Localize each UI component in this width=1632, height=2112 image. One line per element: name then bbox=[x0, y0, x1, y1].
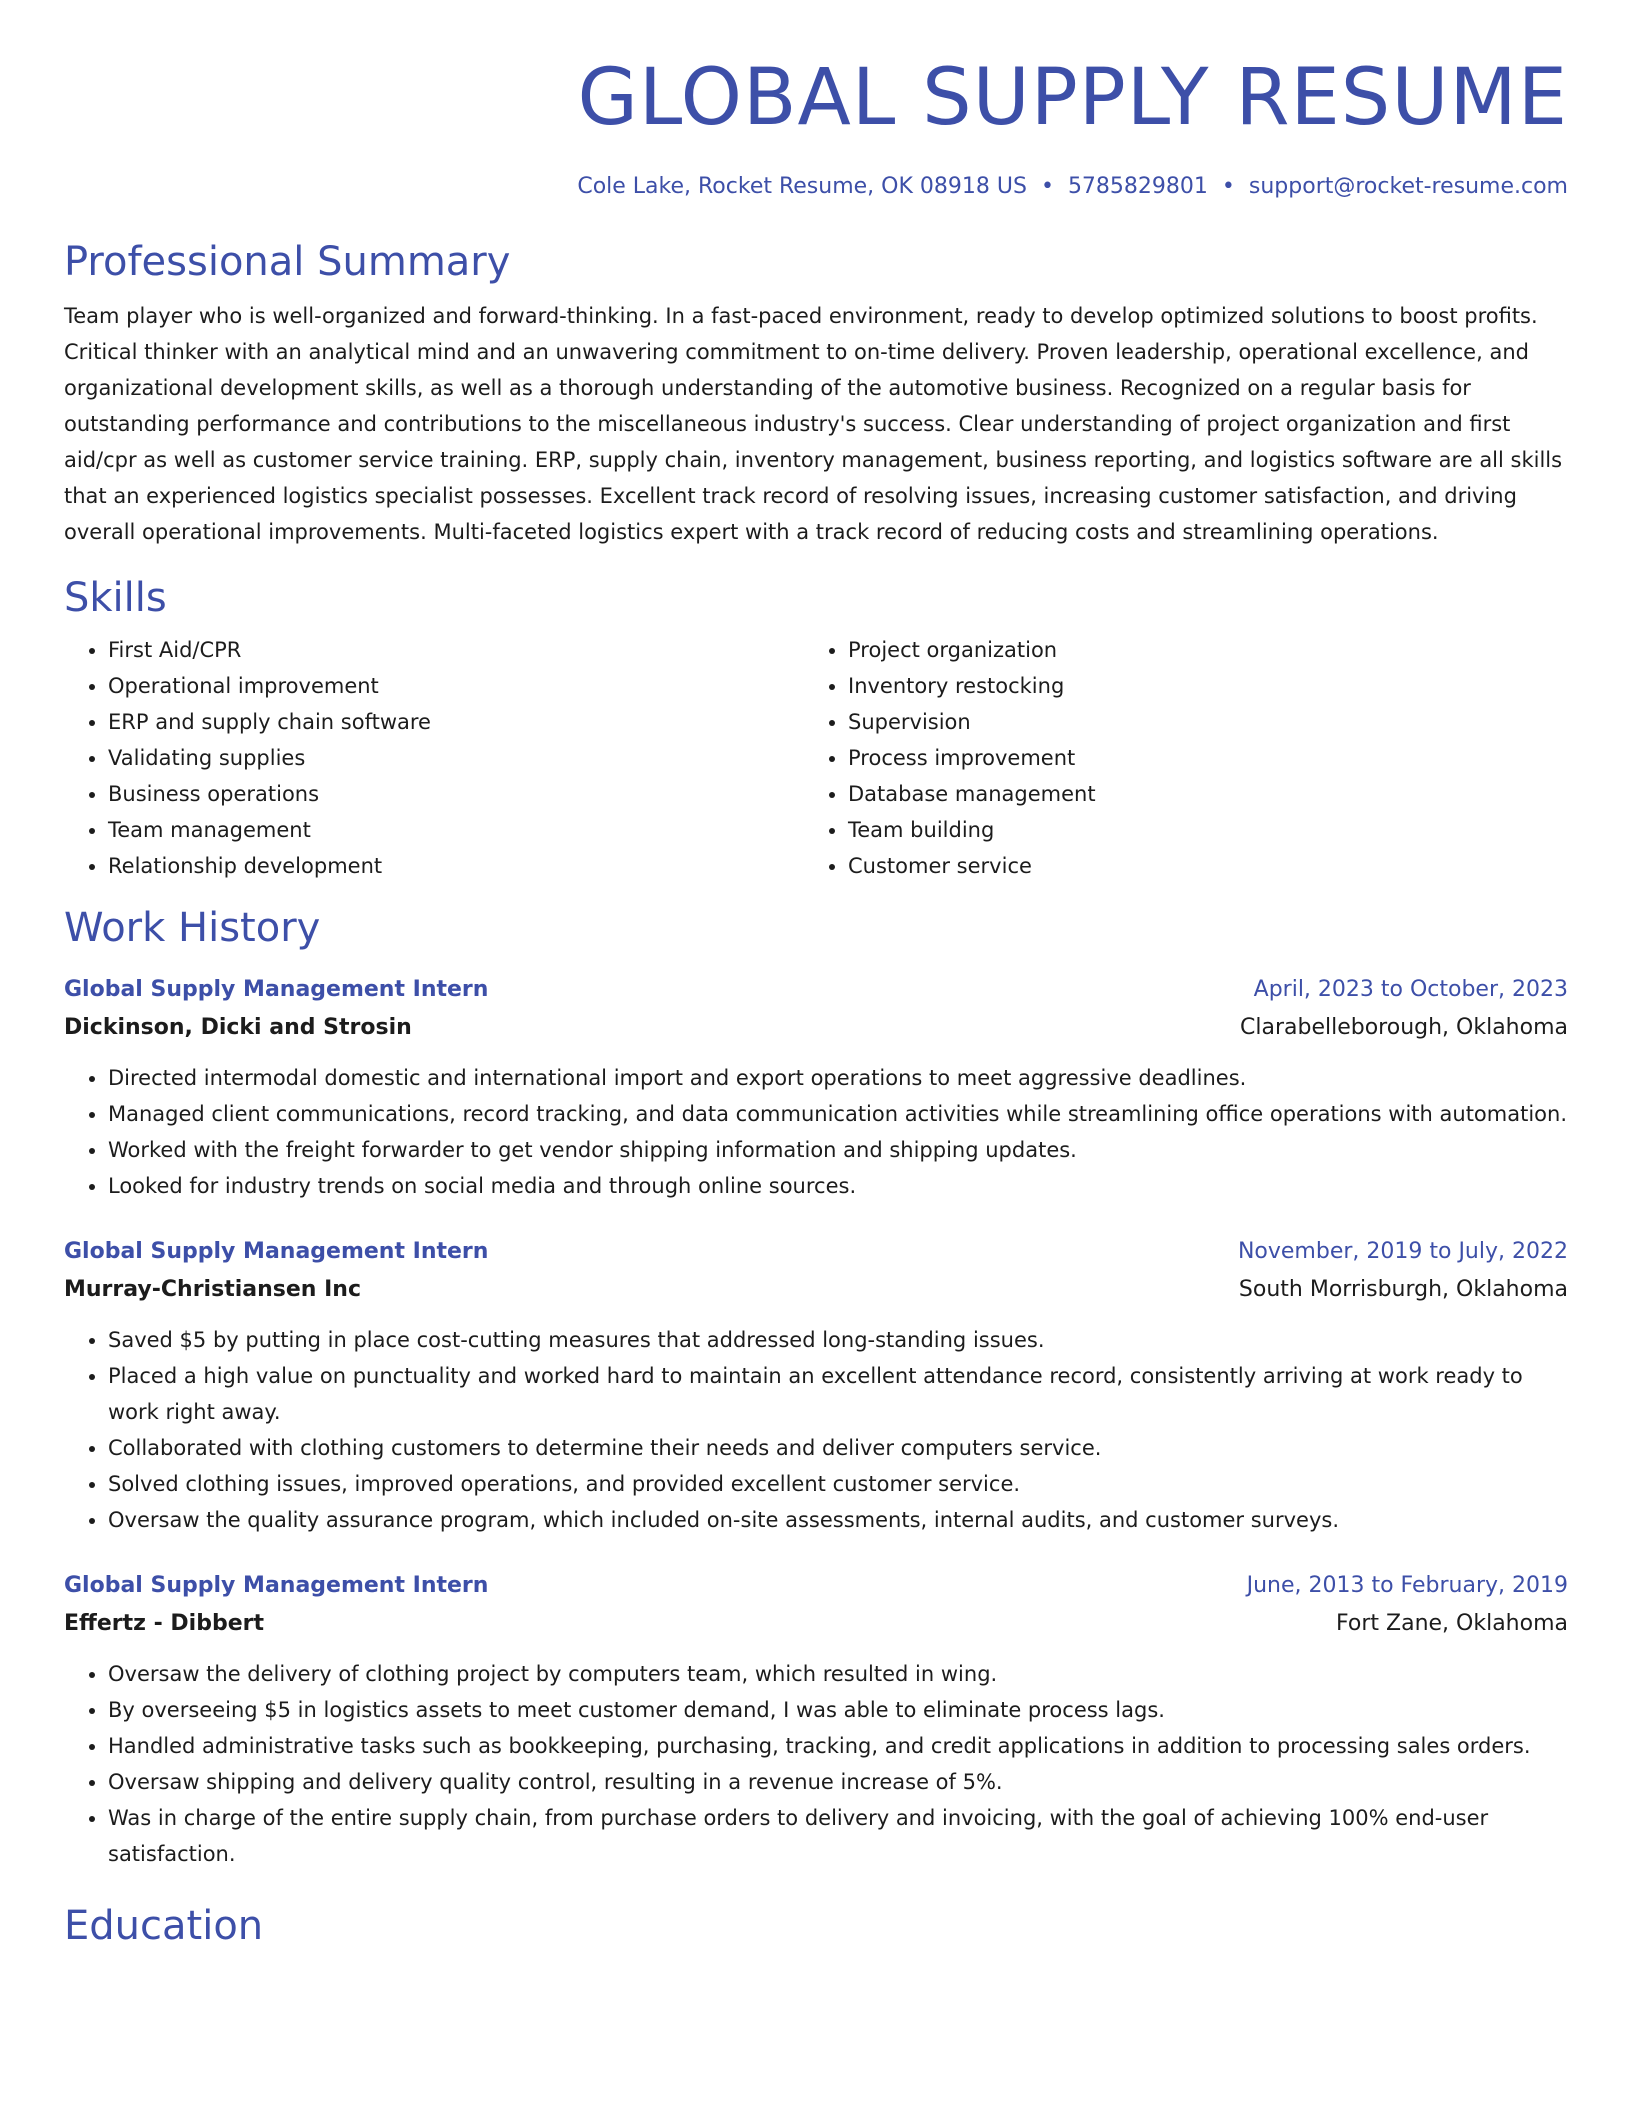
job-duty: • Was in charge of the entire supply chain, from purchase orders to delivery and invoicing, with the goal of achieving 100% end-user satisfaction. bbox=[108, 1800, 1568, 1872]
skill-item: • First Aid/CPR bbox=[108, 632, 804, 668]
job-location: South Morrisburgh, Oklahoma bbox=[1238, 1277, 1568, 1302]
section-heading-skills: Skills bbox=[64, 575, 167, 621]
job-employer-row bbox=[64, 1008, 1568, 1048]
skill-item: • Database management bbox=[848, 776, 1544, 812]
job-duties bbox=[64, 1656, 1568, 1872]
job-dates: April, 2023 to October, 2023 bbox=[1253, 977, 1568, 1002]
skill-item: • Team building bbox=[848, 812, 1544, 848]
job-employer: Dickinson, Dicki and Strosin bbox=[64, 1015, 412, 1040]
contact-line bbox=[64, 172, 1568, 202]
job-duty: • Worked with the freight forwarder to get vendor shipping information and shipping updates. bbox=[108, 1132, 1568, 1168]
skill-item: • Relationship development bbox=[108, 848, 804, 884]
job-entry bbox=[64, 1234, 1568, 1538]
skills-column-right bbox=[804, 632, 1544, 884]
job-duties bbox=[64, 1060, 1568, 1204]
section-heading-work-history: Work History bbox=[64, 905, 321, 951]
job-entry bbox=[64, 1568, 1568, 1872]
contact-separator: • bbox=[1221, 174, 1235, 199]
job-duty: • Managed client communications, record tracking, and data communication activities while streamlining office operations with automation. bbox=[108, 1096, 1568, 1132]
job-duty: • Saved $5 by putting in place cost-cutting measures that addressed long-standing issues. bbox=[108, 1322, 1568, 1358]
skill-item: • Validating supplies bbox=[108, 740, 804, 776]
job-duties bbox=[64, 1322, 1568, 1538]
resume-header bbox=[64, 48, 1568, 202]
contact-phone: 5785829801 bbox=[1067, 174, 1208, 199]
job-dates: June, 2013 to February, 2019 bbox=[1246, 1573, 1568, 1598]
contact-address: Cole Lake, Rocket Resume, OK 08918 US bbox=[577, 174, 1027, 199]
job-title: Global Supply Management Intern bbox=[64, 1573, 489, 1598]
skill-item: • Customer service bbox=[848, 848, 1544, 884]
contact-separator: • bbox=[1040, 174, 1054, 199]
job-duty: • Looked for industry trends on social media and through online sources. bbox=[108, 1168, 1568, 1204]
skill-item: • ERP and supply chain software bbox=[108, 704, 804, 740]
skill-item: • Operational improvement bbox=[108, 668, 804, 704]
skill-item: • Project organization bbox=[848, 632, 1544, 668]
job-duty: • Collaborated with clothing customers to determine their needs and deliver computers service. bbox=[108, 1430, 1568, 1466]
skill-item: • Inventory restocking bbox=[848, 668, 1544, 704]
job-entry bbox=[64, 972, 1568, 1204]
job-duty: • Solved clothing issues, improved operations, and provided excellent customer service. bbox=[108, 1466, 1568, 1502]
job-employer-row bbox=[64, 1270, 1568, 1310]
skill-item: • Process improvement bbox=[848, 740, 1544, 776]
job-duty: • Placed a high value on punctuality and worked hard to maintain an excellent attendance record, consistently arriving at work ready to work right away. bbox=[108, 1358, 1568, 1430]
job-employer: Murray-Christiansen Inc bbox=[64, 1277, 361, 1302]
skill-item: • Supervision bbox=[848, 704, 1544, 740]
contact-email: support@rocket-resume.com bbox=[1248, 174, 1568, 199]
job-title-row bbox=[64, 1234, 1568, 1270]
job-title: Global Supply Management Intern bbox=[64, 977, 489, 1002]
job-location: Clarabelleborough, Oklahoma bbox=[1240, 1015, 1568, 1040]
job-duty: • Oversaw the delivery of clothing project by computers team, which resulted in wing. bbox=[108, 1656, 1568, 1692]
job-title-row bbox=[64, 972, 1568, 1008]
job-duty: • Oversaw shipping and delivery quality control, resulting in a revenue increase of 5%. bbox=[108, 1764, 1568, 1800]
skill-item: • Business operations bbox=[108, 776, 804, 812]
job-title-row bbox=[64, 1568, 1568, 1604]
section-heading-summary: Professional Summary bbox=[64, 239, 511, 285]
document-title: GLOBAL SUPPLY RESUME bbox=[577, 53, 1568, 143]
job-employer-row bbox=[64, 1604, 1568, 1644]
job-dates: November, 2019 to July, 2022 bbox=[1237, 1239, 1568, 1264]
skills-column-left bbox=[64, 632, 804, 884]
job-duty: • By overseeing $5 in logistics assets to meet customer demand, I was able to eliminate process lags. bbox=[108, 1692, 1568, 1728]
skill-item: • Team management bbox=[108, 812, 804, 848]
job-duty: • Directed intermodal domestic and international import and export operations to meet aggressive deadlines. bbox=[108, 1060, 1568, 1096]
skills-list bbox=[64, 632, 1568, 884]
job-employer: Effertz - Dibbert bbox=[64, 1611, 264, 1636]
job-title: Global Supply Management Intern bbox=[64, 1239, 489, 1264]
job-duty: • Handled administrative tasks such as bookkeeping, purchasing, tracking, and credit applications in addition to processing sales orders. bbox=[108, 1728, 1568, 1764]
summary-text: Team player who is well-organized and forward-thinking. In a fast-paced environment, ready to develop optimized solutions to boost profits. Critical thinker with an analytical mind and an unwavering commitment to on-time delivery. Proven leadership, operational excellence, and organizational development skills, as well as a thorough understanding of the automotive business. Recognized on a regular basis for outstanding performance and contributions to the miscellaneous industry's success. Clear understanding of project organization and first aid/cpr as well as customer service training. ERP, supply chain, inventory management, business reporting, and logistics software are all skills that an experienced logistics specialist possesses. Excellent track record of resolving issues, increasing customer satisfaction, and driving overall operational improvements. Multi-faceted logistics expert with a track record of reducing costs and streamlining operations. bbox=[64, 304, 1563, 544]
job-location: Fort Zane, Oklahoma bbox=[1336, 1611, 1568, 1636]
section-heading-education: Education bbox=[64, 1903, 264, 1949]
job-duty: • Oversaw the quality assurance program, which included on-site assessments, internal audits, and customer surveys. bbox=[108, 1502, 1568, 1538]
